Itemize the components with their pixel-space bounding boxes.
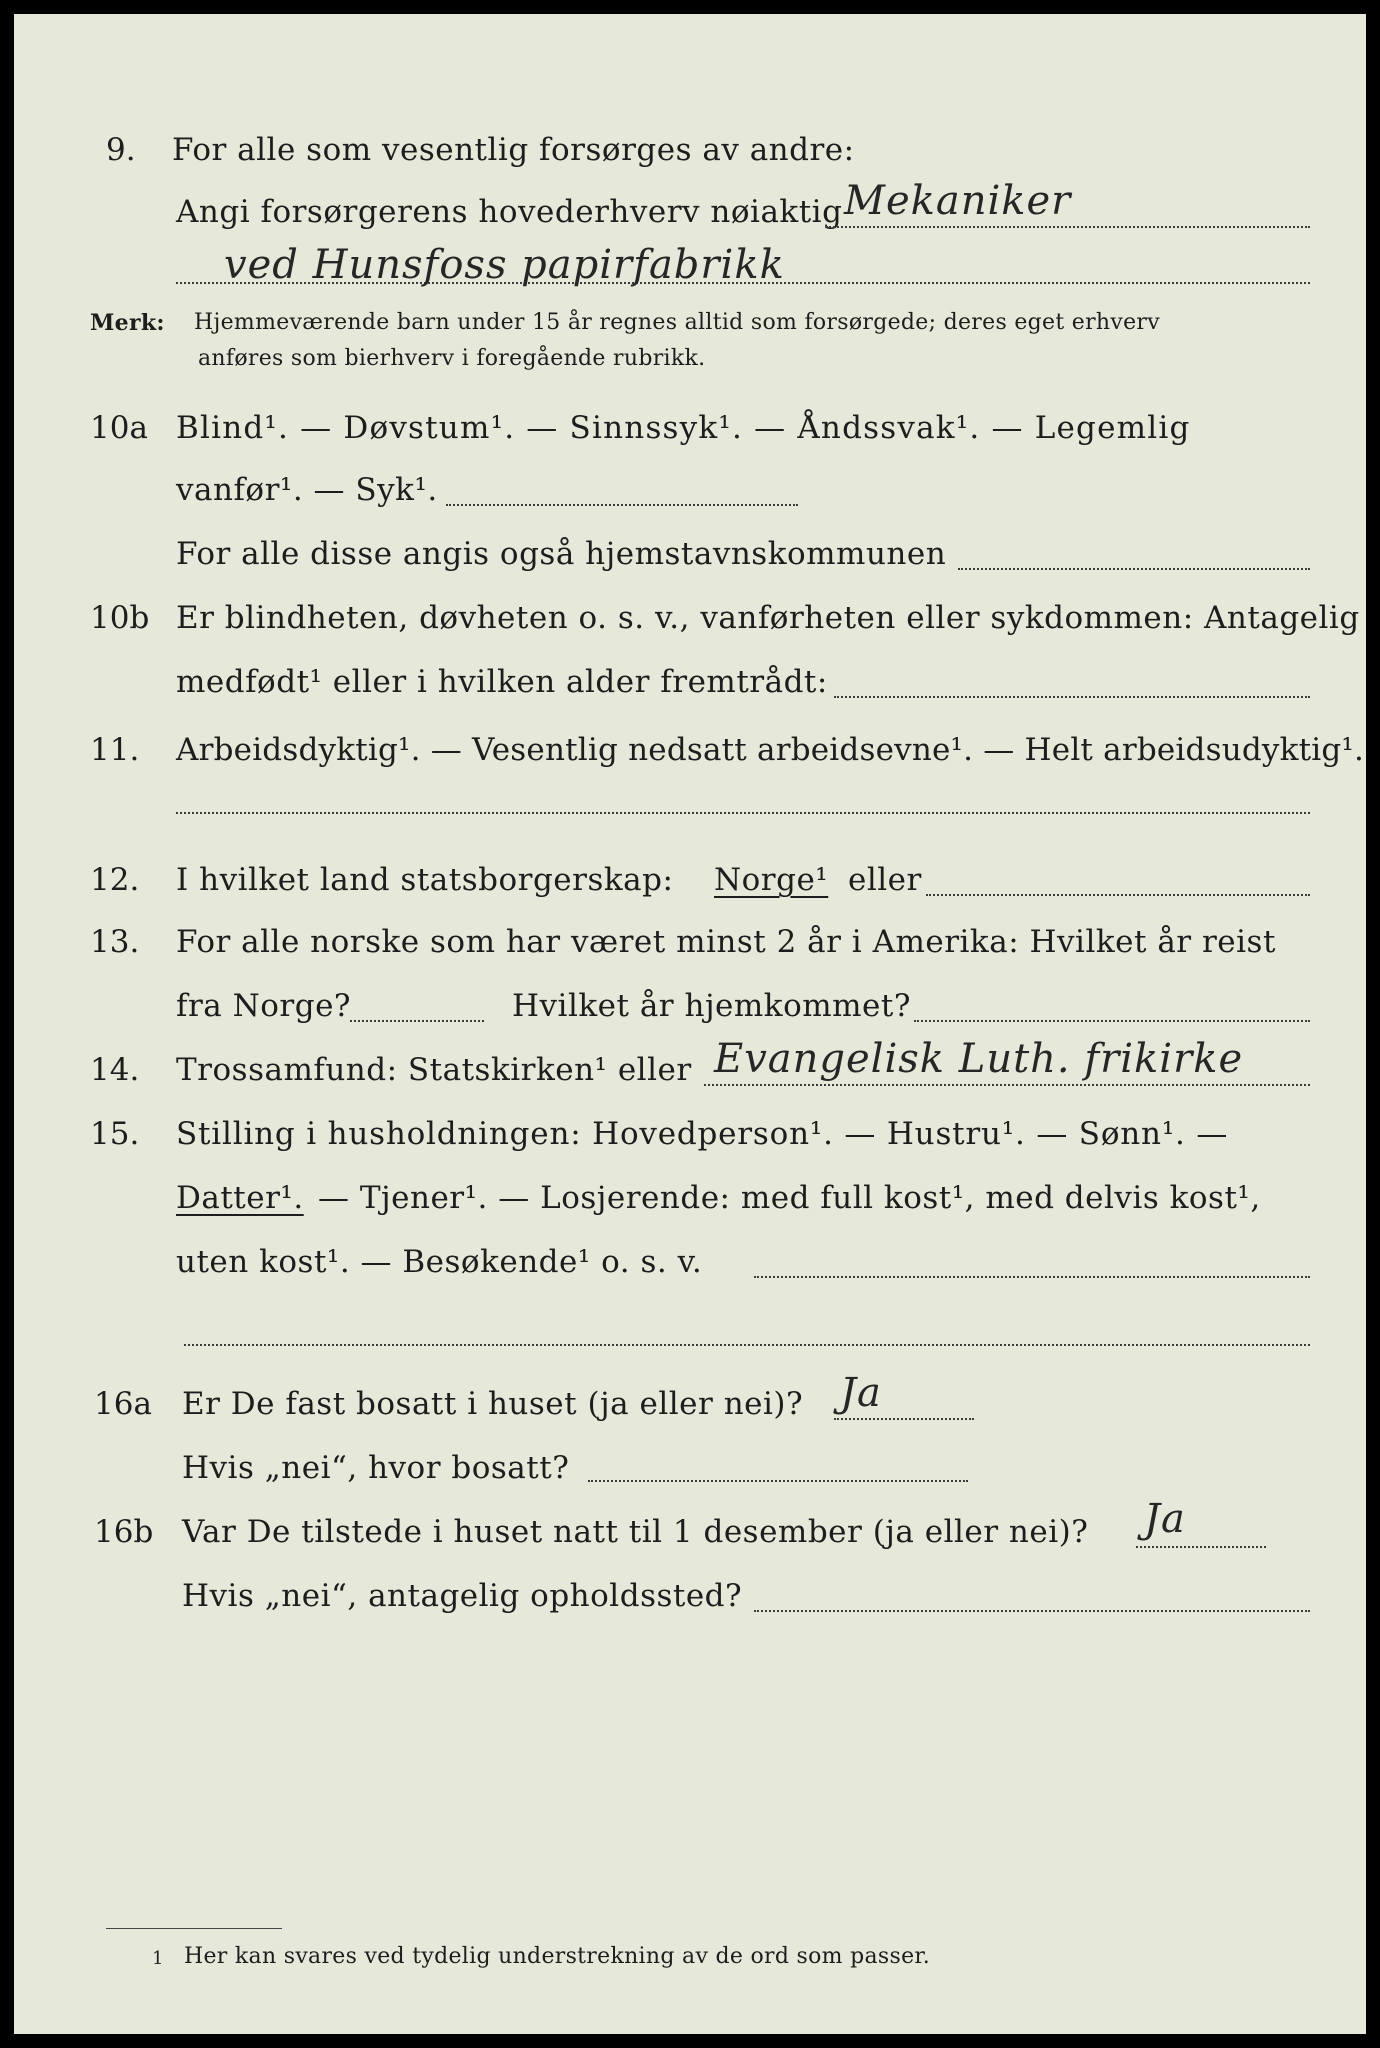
q12-answer-line <box>926 894 1310 896</box>
q12-number: 12. <box>90 862 140 898</box>
q14-answer-line <box>704 1084 1310 1086</box>
q12-suffix: eller <box>848 862 922 898</box>
q15-line2-rest: — Tjener¹. — Losjerende: med full kost¹, med delvis kost¹, <box>318 1180 1261 1216</box>
q16a-handwritten-answer: Ja <box>840 1370 882 1416</box>
q10a-sick-answer-line <box>446 504 798 506</box>
q9-line1: For alle som vesentlig forsørges av andre: <box>172 132 855 168</box>
q15-answer-line2 <box>184 1344 1310 1346</box>
q16b-handwritten-answer: Ja <box>1144 1496 1186 1542</box>
q12-norway-underlined: Norge¹ <box>714 862 829 898</box>
footnote-text: Her kan svares ved tydelig understrekning av de ord som passer. <box>184 1944 931 1969</box>
q13-line2a: fra Norge? <box>176 988 352 1024</box>
q16a-number: 16a <box>94 1386 152 1422</box>
q16a-line1: Er De fast bosatt i huset (ja eller nei)? <box>182 1386 804 1422</box>
q14-number: 14. <box>90 1052 140 1088</box>
footnote-rule <box>106 1928 282 1929</box>
q10a-line1: Blind¹. — Døvstum¹. — Sinnssyk¹. — Åndssvak¹. — Legemlig <box>176 410 1191 446</box>
q15-daughter-underlined: Datter¹. <box>176 1180 304 1216</box>
footnote-mark: 1 <box>152 1948 164 1969</box>
q10a-number: 10a <box>90 410 148 446</box>
q15-line3: uten kost¹. — Besøkende¹ o. s. v. <box>176 1244 703 1280</box>
q13-line1: For alle norske som har været minst 2 år i Amerika: Hvilket år reist <box>176 924 1276 960</box>
q15-answer-line1 <box>754 1276 1310 1278</box>
q16b-number: 16b <box>94 1514 154 1550</box>
q10b-line2: medfødt¹ eller i hvilken alder fremtrådt: <box>176 664 828 700</box>
q9-line2: Angi forsørgerens hovederhverv nøiaktig <box>176 194 843 230</box>
q13-return-year-line <box>914 1020 1310 1022</box>
q13-number: 13. <box>90 924 140 960</box>
q13-line2b: Hvilket år hjemkommet? <box>512 988 911 1024</box>
q9-number: 9. <box>106 132 136 168</box>
q11-line1: Arbeidsdyktig¹. — Vesentlig nedsatt arbeidsevne¹. — Helt arbeidsudyktig¹. <box>176 732 1365 768</box>
q16b-line2: Hvis „nei“, antagelig opholdssted? <box>182 1578 743 1614</box>
q9-handwritten-workplace: ved Hunsfoss papirfabrikk <box>224 242 785 288</box>
q15-line1: Stilling i husholdningen: Hovedperson¹. — Hustru¹. — Sønn¹. — <box>176 1116 1229 1152</box>
q10a-home-municipality-line <box>958 568 1310 570</box>
q16a-answer-line <box>834 1418 974 1420</box>
q13-departure-year-line <box>350 1020 484 1022</box>
q10b-answer-line <box>834 696 1310 698</box>
q11-answer-line <box>176 812 1310 814</box>
q11-number: 11. <box>90 732 140 768</box>
q16a-residence-line <box>588 1480 968 1482</box>
q14-line1: Trossamfund: Statskirken¹ eller <box>176 1052 692 1088</box>
q16a-line2: Hvis „nei“, hvor bosatt? <box>182 1450 570 1486</box>
q15-number: 15. <box>90 1116 140 1152</box>
q9-answer-line1 <box>826 226 1310 228</box>
q12-prefix: I hvilket land statsborgerskap: <box>176 862 674 898</box>
q14-handwritten-church: Evangelisk Luth. frikirke <box>714 1036 1244 1082</box>
q10b-line1: Er blindheten, døvheten o. s. v., vanførheten eller sykdommen: Antagelig <box>176 600 1360 636</box>
census-form-page <box>14 14 1366 2034</box>
q9-handwritten-occupation: Mekaniker <box>844 178 1072 224</box>
q10a-line2: vanfør¹. — Syk¹. <box>176 472 438 508</box>
q16b-line1: Var De tilstede i huset natt til 1 desember (ja eller nei)? <box>182 1514 1089 1550</box>
merk-line1: Hjemmeværende barn under 15 år regnes alltid som forsørgede; deres eget erhverv <box>194 310 1160 335</box>
q10a-line3: For alle disse angis også hjemstavnskommunen <box>176 536 947 572</box>
merk-label: Merk: <box>90 310 165 336</box>
q10b-number: 10b <box>90 600 150 636</box>
q16b-stay-line <box>754 1610 1310 1612</box>
merk-line2: anføres som bierhverv i foregående rubrikk. <box>198 346 706 371</box>
q16b-answer-line <box>1136 1546 1266 1548</box>
